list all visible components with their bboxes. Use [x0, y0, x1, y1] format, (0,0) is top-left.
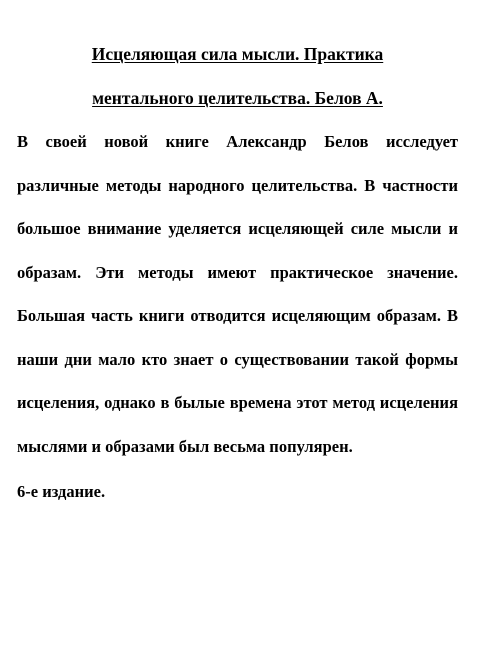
description-paragraph: В своей новой книге Александр Белов исследует различные методы народного целительства. В частности большое внимание уделяется исцеляющей силе мысли и образам. Эти методы имеют практическое значение. Большая часть книги отводится исцеляющим образам. В наши дни мало кто знает о существовании такой формы исцеления, однако в былые времена этот метод исцеления мыслями и образами был весьма популярен. [17, 132, 458, 456]
document-title [17, 32, 458, 120]
title-line-1: Исцеляющая сила мысли. Практика [91, 44, 384, 64]
title-line-2: ментального целительства. Белов А. [92, 88, 383, 108]
edition-note: 6-е издание. [17, 482, 106, 501]
